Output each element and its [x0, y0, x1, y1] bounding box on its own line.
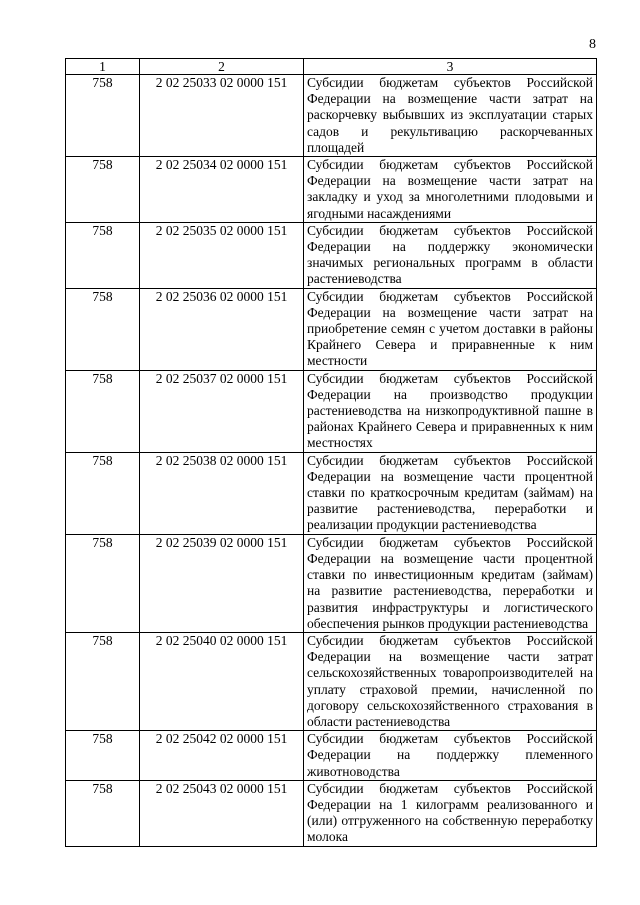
- admin-code-cell: 758: [66, 288, 140, 370]
- admin-code-cell: 758: [66, 780, 140, 846]
- table-row: [66, 370, 597, 452]
- revenue-name-cell: Субсидии бюджетам субъектов Российской Федерации на возмещение части процентной ставки по краткосрочным кредитам (займам) на развитие растениеводства, переработки и реализации продукции растениеводства: [304, 452, 597, 534]
- budget-code-cell: 2 02 25037 02 0000 151: [140, 370, 304, 452]
- table-row: [66, 780, 597, 846]
- budget-code-cell: 2 02 25039 02 0000 151: [140, 534, 304, 632]
- budget-code-cell: 2 02 25035 02 0000 151: [140, 222, 304, 288]
- revenue-name-cell: Субсидии бюджетам субъектов Российской Федерации на поддержку экономически значимых региональных программ в области растениеводства: [304, 222, 597, 288]
- revenue-name-cell: Субсидии бюджетам субъектов Российской Федерации на возмещение части процентной ставки по инвестиционным кредитам (займам) на развитие растениеводства, переработки и развития инфраструктуры и логистического обеспечения рынков продукции растениеводства: [304, 534, 597, 632]
- table-row: [66, 452, 597, 534]
- table-row: [66, 75, 597, 157]
- budget-code-cell: 2 02 25036 02 0000 151: [140, 288, 304, 370]
- table-row: [66, 157, 597, 223]
- admin-code-cell: 758: [66, 731, 140, 781]
- revenue-name-cell: Субсидии бюджетам субъектов Российской Федерации на возмещение части затрат сельскохозяйственных товаропроизводителей на уплату страховой премии, начисленной по договору сельскохозяйственного страхования в области растениеводства: [304, 632, 597, 730]
- revenue-name-cell: Субсидии бюджетам субъектов Российской Федерации на 1 килограмм реализованного и (или) отгруженного на собственную переработку молока: [304, 780, 597, 846]
- admin-code-cell: 758: [66, 452, 140, 534]
- header-cell-2: 2: [140, 59, 304, 75]
- admin-code-cell: 758: [66, 370, 140, 452]
- budget-code-cell: 2 02 25033 02 0000 151: [140, 75, 304, 157]
- table-row: [66, 534, 597, 632]
- revenue-name-cell: Субсидии бюджетам субъектов Российской Федерации на возмещение части затрат на раскорчевку выбывших из эксплуатации старых садов и рекультивацию раскорчеванных площадей: [304, 75, 597, 157]
- revenue-name-cell: Субсидии бюджетам субъектов Российской Федерации на поддержку племенного животноводства: [304, 731, 597, 781]
- admin-code-cell: 758: [66, 534, 140, 632]
- admin-code-cell: 758: [66, 632, 140, 730]
- table-row: [66, 731, 597, 781]
- table-header-row: [66, 59, 597, 75]
- table-row: [66, 222, 597, 288]
- budget-code-cell: 2 02 25038 02 0000 151: [140, 452, 304, 534]
- budget-code-cell: 2 02 25040 02 0000 151: [140, 632, 304, 730]
- budget-classification-table: [65, 58, 597, 847]
- budget-code-cell: 2 02 25034 02 0000 151: [140, 157, 304, 223]
- header-cell-1: 1: [66, 59, 140, 75]
- table-row: [66, 632, 597, 730]
- revenue-name-cell: Субсидии бюджетам субъектов Российской Федерации на возмещение части затрат на закладку и уход за многолетними плодовыми и ягодными насаждениями: [304, 157, 597, 223]
- admin-code-cell: 758: [66, 157, 140, 223]
- admin-code-cell: 758: [66, 222, 140, 288]
- budget-code-cell: 2 02 25043 02 0000 151: [140, 780, 304, 846]
- page-number: 8: [589, 37, 596, 52]
- admin-code-cell: 758: [66, 75, 140, 157]
- revenue-name-cell: Субсидии бюджетам субъектов Российской Федерации на возмещение части затрат на приобретение семян с учетом доставки в районы Крайнего Севера и приравненные к ним местности: [304, 288, 597, 370]
- budget-code-cell: 2 02 25042 02 0000 151: [140, 731, 304, 781]
- header-cell-3: 3: [304, 59, 597, 75]
- revenue-name-cell: Субсидии бюджетам субъектов Российской Федерации на производство продукции растениеводства на низкопродуктивной пашне в районах Крайнего Севера и приравненных к ним местностях: [304, 370, 597, 452]
- table-row: [66, 288, 597, 370]
